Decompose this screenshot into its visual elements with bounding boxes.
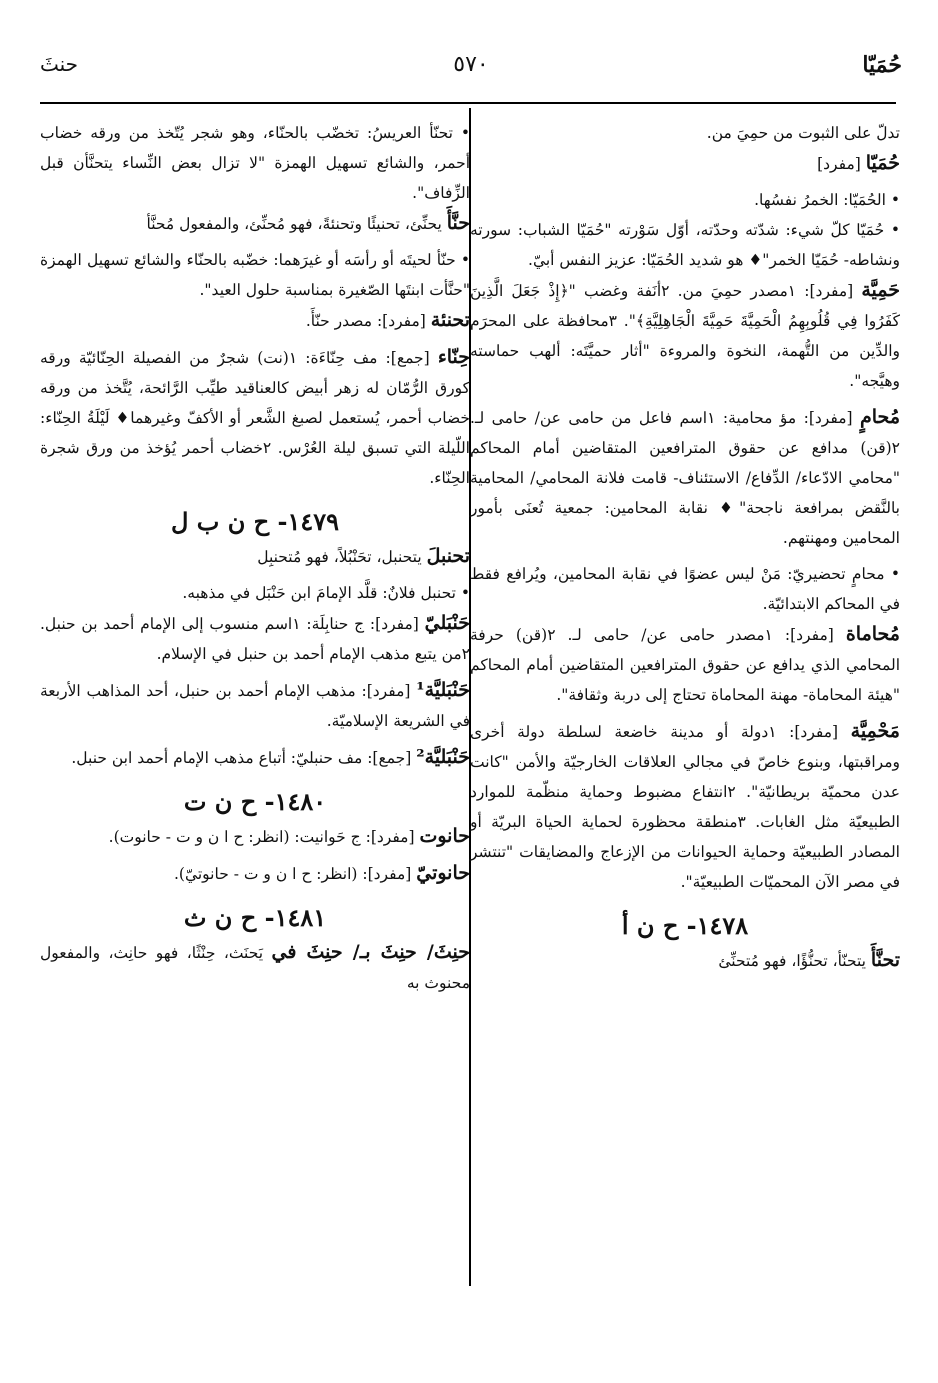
- page-header: [40, 52, 902, 88]
- dictionary-entry: [470, 275, 900, 396]
- dictionary-entry: [40, 821, 470, 852]
- dictionary-entry: [40, 608, 470, 669]
- entry-definition: [مفرد]: [817, 155, 866, 173]
- entry-headword: تحنبلَ: [426, 545, 470, 567]
- running-headword-right: حُمَيّا: [862, 52, 902, 78]
- entry-sense: • محامٍ تحضيريّ: مَنْ ليس عضوًا في نقابة المحامين، ويُرافع فقط في المحاكم الابتدائيّة.: [470, 565, 900, 613]
- entry-definition: [مفرد]: مؤ محامية: ١اسم فاعل من حامى عن/ حامى لـ. ٢(قن) مدافع عن حقوق المترافعين المتقاضين أمام المحاكم "محامي الادّعاء/ الدِّفاع/ الاستئناف- قامت فلانة المحامي/ المحامية بالنَّقض بمرافعة ناجحة"♦ نقابة المحامين: جمعية تُعنَى بأمور المحامين ومهنتهم.: [470, 409, 900, 547]
- entry-sense: • حنّأ لحيتَه أو رأسَه أو غيرَهما: خضّبه بالحنّاء والشائع تسهيل الهمزة "حنَّأت ابنتَها الصّغيرة بمناسبة حلول العيد".: [40, 251, 470, 299]
- entry-sense: • تحنّأ العريسُ: تخضّب بالحنّاء، وهو شجر يُتّخذ من ورقه خضاب أحمر، والشائع تسهيل الهمزة "لا تزال بعض النِّساء يتحنَّأن قبل الزِّفاف".: [40, 124, 470, 202]
- dictionary-entry: [40, 342, 470, 493]
- entry-headword: مُحاماة: [845, 623, 900, 645]
- page-number: ٥٧٠: [453, 52, 489, 77]
- entry-headword: حنِثَ/ حنِثَ بـ/ حنِثَ في: [271, 941, 470, 963]
- entry-definition: [جمع]: مف حنبليّ: أتباع مذهب الإمام أحمد ابن حنبل.: [71, 749, 417, 767]
- entry-definition: يحنِّئ، تحنيئًا وتحنئةً، فهو مُحنِّئ، والمفعول مُحنَّأ: [146, 215, 447, 233]
- entry-sense: • تحنبل فلانٌ: قلَّد الإمامَ ابن حَنْبَل في مذهبه.: [182, 584, 470, 602]
- dictionary-entry: [470, 945, 900, 976]
- entry-headword: حَنْبَليّ: [424, 612, 470, 634]
- dictionary-entry: [470, 402, 900, 553]
- entry-definition: [مفرد]: ١مصدر حامى عن/ حامى لـ. ٢(قن) حرفة المحامي الذي يدافع عن حقوق المترافعين المتقاضين أمام المحاكم "هيئة المحاماة- مهنة المحاماة تحتاج إلى دربة وثقافة".: [470, 626, 900, 704]
- running-headword-left: حنثَ: [40, 52, 79, 76]
- root-heading: ١٤٧٩- ح ن ب ل: [170, 507, 340, 536]
- entry-headword: مُحامٍ: [860, 406, 900, 428]
- root-heading: ١٤٨١- ح ن ث: [183, 903, 327, 932]
- entry-headword: مَحْمِيَّة: [850, 720, 900, 742]
- entry-headword: حانوتيّ: [416, 862, 470, 884]
- entry-headword: حِنّاء: [437, 346, 471, 368]
- dictionary-entry: [40, 675, 470, 736]
- dictionary-entry: [40, 858, 470, 889]
- entry-definition: [مفرد]: ١دولة أو مدينة خاضعة لسلطة دولة أخرى ومراقبتها، وبنوع خاصّ في مجالي العلاقات الخارجيّة والأمن "كانت عدن محميّة بريطانيّة". ٢انتفاع مضبوط وحماية منظّمة للموارد الطبيعيّة مثل الغابات. ٣منطقة محظورة لحماية الحياة البريّة أو المصادر الطبيعيّة وحماية الحيوانات من الإزعاج والمضايقات "تنتشر في مصر الآن المحميّات الطبيعيّة".: [470, 723, 901, 891]
- entry-sense: تدلّ على الثبوت من حمِيَ من.: [706, 124, 900, 142]
- entry-headword: تحنئة: [430, 309, 470, 331]
- entry-definition: [جمع]: مف حِنّاءَة: ١(نت) شجرٌ من الفصيلة الحِنّائيّة ورقه كورق الرُّمّان له زهر أبيض كالعناقيد طيِّب الرَّائحة، يُتَّخذ من ورقه خضاب أحمر، يُستعمل لصبغ الشَّعر أو الأكفّ وغيرهما♦ لَيْلَةُ الحِنّاء: اللّيلة التي تسبق ليلة العُرْس. ٢خضاب أحمر يُؤخذ من ورق شجرة الحِنّاء.: [40, 349, 470, 487]
- entry-headword: حَنْبَليَّة²: [416, 746, 470, 768]
- entry-headword: تحنَّأَ: [870, 949, 900, 971]
- left-column: [40, 118, 470, 1004]
- dictionary-entry: [40, 541, 470, 572]
- dictionary-entry: [40, 208, 470, 239]
- entry-headword: حنَّأَ: [446, 212, 470, 234]
- entry-definition: [مفرد]: ١مصدر حمِيَ من. ٢أنَفة وغضب "﴿إِذْ جَعَلَ الَّذِينَ كَفَرُوا فِي قُلُوبِهِمُ الْحَمِيَّةَ حَمِيَّةَ الْجَاهِلِيَّةِ﴾". ٣محافظة على المحرَم والدِّين من التُّهمة، النخوة والمروءة "أثار حميَّتَه: ألهب حماسته وهيَّجه".: [470, 282, 900, 390]
- dictionary-entry: [40, 742, 470, 773]
- entry-definition: يَحنَث، حِنْثًا، فهو حانِث، والمفعول محنوث به: [40, 944, 470, 992]
- entry-headword: حُمَيّا: [865, 152, 900, 174]
- dictionary-entry: [40, 305, 470, 336]
- right-column: [470, 118, 900, 982]
- header-rule: [40, 102, 896, 104]
- dictionary-entry: [470, 716, 900, 897]
- entry-sense: • الحُمَيّا: الخمرُ نفسُها.: [754, 191, 900, 209]
- root-heading: ١٤٧٨- ح ن أ: [621, 911, 749, 940]
- entry-headword: حَمِيَّة: [861, 279, 901, 301]
- dictionary-entry: [40, 937, 470, 998]
- entry-definition: [مفرد]: ج حنابِلَة: ١اسم منسوب إلى الإمام أحمد بن حنبل. ٢من يتبع مذهب الإمام أحمد بن حنبل في الإسلام.: [40, 615, 470, 663]
- dictionary-entry: [470, 619, 900, 710]
- root-heading: ١٤٨٠- ح ن ت: [183, 787, 327, 816]
- entry-definition: [مفرد]: (انظر: ح ا ن و ت - حانوتيّ).: [173, 865, 417, 883]
- entry-definition: [مفرد]: مذهب الإمام أحمد بن حنبل، أحد المذاهب الأربعة في الشريعة الإسلاميّة.: [40, 682, 470, 730]
- entry-definition: [مفرد]: مصدر حنّأَ.: [305, 312, 431, 330]
- entry-headword: حانوت: [419, 825, 470, 847]
- entry-definition: [مفرد]: ج حَوانيت: (انظر: ح ا ن و ت - حانوت).: [108, 828, 420, 846]
- entry-definition: يتحنبل، تحَنْبُلاً، فهو مُتحنبِل: [257, 548, 427, 566]
- entry-headword: حَنْبَليَّة¹: [416, 679, 470, 701]
- entry-sense: • حُمَيّا كلّ شيء: شدّته وحدّته، أوّل سَوْرته "حُمَيّا الشباب: سورته ونشاطه- حُمَيّا الخمر"♦ هو شديد الحُمَيّا: عزيز النفس أبيّ.: [470, 221, 900, 269]
- dictionary-entry: [470, 148, 900, 179]
- entry-definition: يتحنّأ، تحنُّؤًا، فهو مُتحنِّئ: [718, 952, 871, 970]
